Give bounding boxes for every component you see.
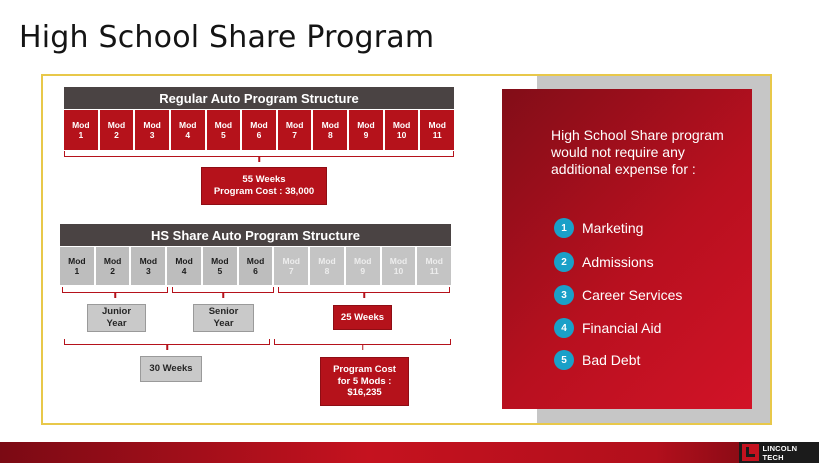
hs-mod-10: Mod 10 xyxy=(382,247,416,285)
regular-mod-9: Mod 9 xyxy=(349,110,383,150)
benefit-label: Bad Debt xyxy=(582,352,641,368)
benefit-item-4 xyxy=(554,318,661,338)
benefit-label: Career Services xyxy=(582,287,683,303)
senior-year-box: Senior Year xyxy=(193,304,254,332)
number-badge-icon: 5 xyxy=(554,350,574,370)
regular-mod-11: Mod 11 xyxy=(420,110,454,150)
hs-structure-heading: HS Share Auto Program Structure xyxy=(60,224,451,246)
regular-mod-3: Mod 3 xyxy=(135,110,169,150)
benefit-label: Financial Aid xyxy=(582,320,662,336)
lincoln-tech-logo-icon xyxy=(742,444,759,461)
junior-brace xyxy=(62,287,168,293)
hs-mod-11: Mod 11 xyxy=(417,247,451,285)
hs-mod-5: Mod 5 xyxy=(203,247,237,285)
hs-program-cost-box: Program Cost for 5 Mods : $16,235 xyxy=(320,357,409,406)
regular-mod-5: Mod 5 xyxy=(207,110,241,150)
regular-mod-6: Mod 6 xyxy=(242,110,276,150)
hs-mod-7: Mod 7 xyxy=(274,247,308,285)
regular-mod-row xyxy=(64,110,454,150)
logo-text: LINCOLN TECH xyxy=(762,443,798,462)
slide-title: High School Share Program xyxy=(19,20,435,55)
benefit-item-2 xyxy=(554,252,654,272)
hs-mod-9: Mod 9 xyxy=(346,247,380,285)
hs-cost-brace xyxy=(274,339,451,345)
regular-mod-2: Mod 2 xyxy=(100,110,134,150)
hs-mod-1: Mod 1 xyxy=(60,247,94,285)
panel-intro-text: High School Share program would not require any additional expense for : xyxy=(551,127,724,177)
regular-summary-box xyxy=(201,167,327,205)
lincoln-tech-logo xyxy=(739,442,819,463)
remaining-mods-brace xyxy=(278,287,450,293)
regular-mod-1: Mod 1 xyxy=(64,110,98,150)
regular-mod-7: Mod 7 xyxy=(278,110,312,150)
regular-structure-heading: Regular Auto Program Structure xyxy=(64,87,454,109)
benefit-item-1 xyxy=(554,218,643,238)
regular-weeks: 55 Weeks xyxy=(242,174,286,186)
number-badge-icon: 4 xyxy=(554,318,574,338)
weeks-30-box: 30 Weeks xyxy=(140,356,202,382)
benefit-label: Admissions xyxy=(582,254,654,270)
hs-years-brace xyxy=(64,339,270,345)
weeks-25-box: 25 Weeks xyxy=(333,305,392,330)
hs-mod-2: Mod 2 xyxy=(96,247,130,285)
regular-mod-4: Mod 4 xyxy=(171,110,205,150)
regular-cost: Program Cost : 38,000 xyxy=(213,186,315,197)
hs-mod-3: Mod 3 xyxy=(131,247,165,285)
regular-mod-10: Mod 10 xyxy=(385,110,419,150)
hs-mod-8: Mod 8 xyxy=(310,247,344,285)
junior-year-box: Junior Year xyxy=(87,304,146,332)
number-badge-icon: 1 xyxy=(554,218,574,238)
hs-mod-6: Mod 6 xyxy=(239,247,273,285)
number-badge-icon: 2 xyxy=(554,252,574,272)
benefit-item-5 xyxy=(554,350,640,370)
footer-bar xyxy=(0,442,819,463)
regular-mod-8: Mod 8 xyxy=(313,110,347,150)
regular-brace xyxy=(64,151,454,157)
benefit-label: Marketing xyxy=(582,220,644,236)
hs-mod-4: Mod 4 xyxy=(167,247,201,285)
hs-mod-row xyxy=(60,247,451,285)
senior-brace xyxy=(172,287,274,293)
number-badge-icon: 3 xyxy=(554,285,574,305)
benefit-item-3 xyxy=(554,285,682,305)
benefits-panel xyxy=(502,89,752,409)
